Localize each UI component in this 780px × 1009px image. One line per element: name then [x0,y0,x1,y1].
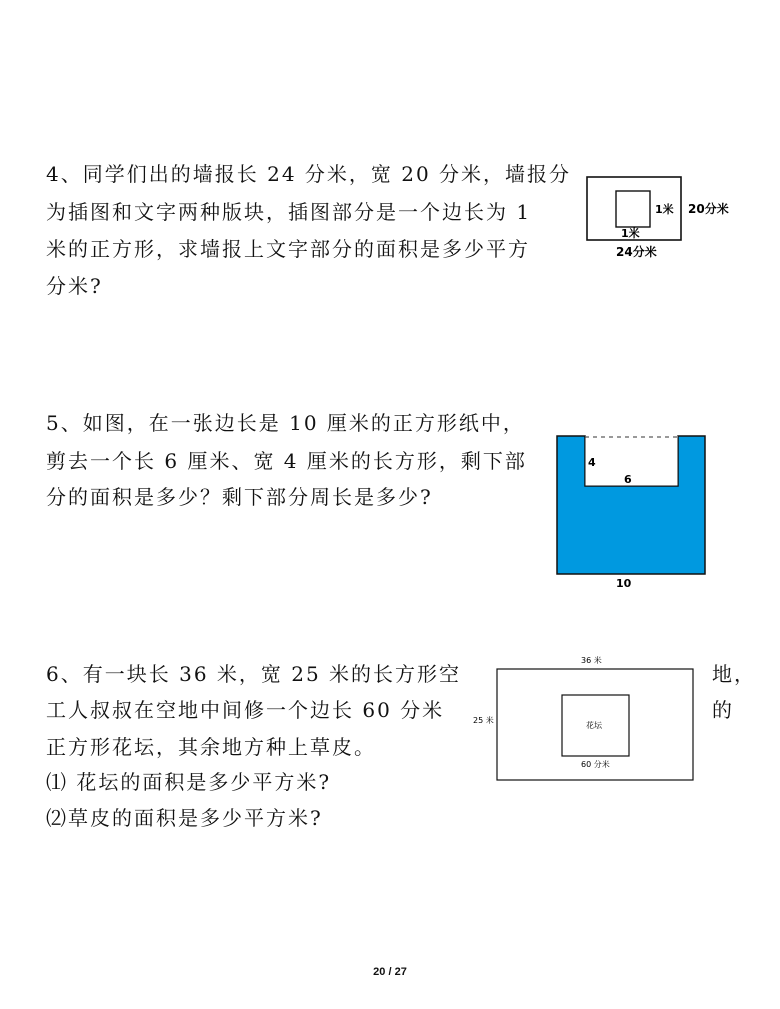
problem-6-line-1: 6、有一块长 36 米，宽 25 米的长方形空 [46,662,462,686]
problem-5-line-1: 5、如图，在一张边长是 10 厘米的正方形纸中， [46,411,525,435]
cut-height-label: 4 [588,456,596,469]
problem-6-line-1-end: 地， [712,662,756,686]
field-width-label: 25 米 [473,716,494,725]
problem-5-number: 5、 [46,411,83,435]
cut-width-label: 6 [624,473,632,486]
problem-6-number: 6、 [46,662,83,686]
side-length-label: 10 [616,577,632,590]
poster-width-label: 24分米 [616,245,657,259]
picture-side-label: 1米 [655,203,674,216]
problem-6-line-2: 工人叔叔在空地中间修一个边长 60 分米 [46,698,445,722]
flower-bed-side-label: 60 分米 [581,760,610,769]
problem-5-line-3: 分的面积是多少？剩下部分周长是多少? [46,485,433,509]
problem-4-number: 4、 [46,162,83,186]
flower-bed-label: 花坛 [586,721,602,730]
problem-4-line-4: 分米? [46,274,103,298]
problem-4-figure [580,172,740,262]
problem-6-line-2-end: 的 [712,698,734,722]
bottom-side-label: 1米 [621,227,640,240]
poster-height-label: 20分米 [688,202,729,216]
picture-square [616,191,650,227]
problem-6-line-3: 正方形花坛，其余地方种上草皮。 [46,735,376,759]
problem-4-line-1: 4、同学们出的墙报长 24 分米，宽 20 分米，墙报分 [46,162,572,186]
problem-4-line-3: 米的正方形，求墙报上文字部分的面积是多少平方 [46,237,530,261]
problem-6-figure [470,652,702,784]
problem-6-question-1: ⑴ 花坛的面积是多少平方米? [46,770,332,794]
problem-4-line-2: 为插图和文字两种版块，插图部分是一个边长为 1 [46,200,532,224]
problem-5-line-2: 剪去一个长 6 厘米、宽 4 厘米的长方形，剩下部 [46,449,527,473]
page-number: 20 / 27 [373,966,407,978]
problem-5-figure [550,432,720,592]
problem-6-question-2: ⑵草皮的面积是多少平方米? [46,806,323,830]
field-length-label: 36 米 [581,656,602,665]
